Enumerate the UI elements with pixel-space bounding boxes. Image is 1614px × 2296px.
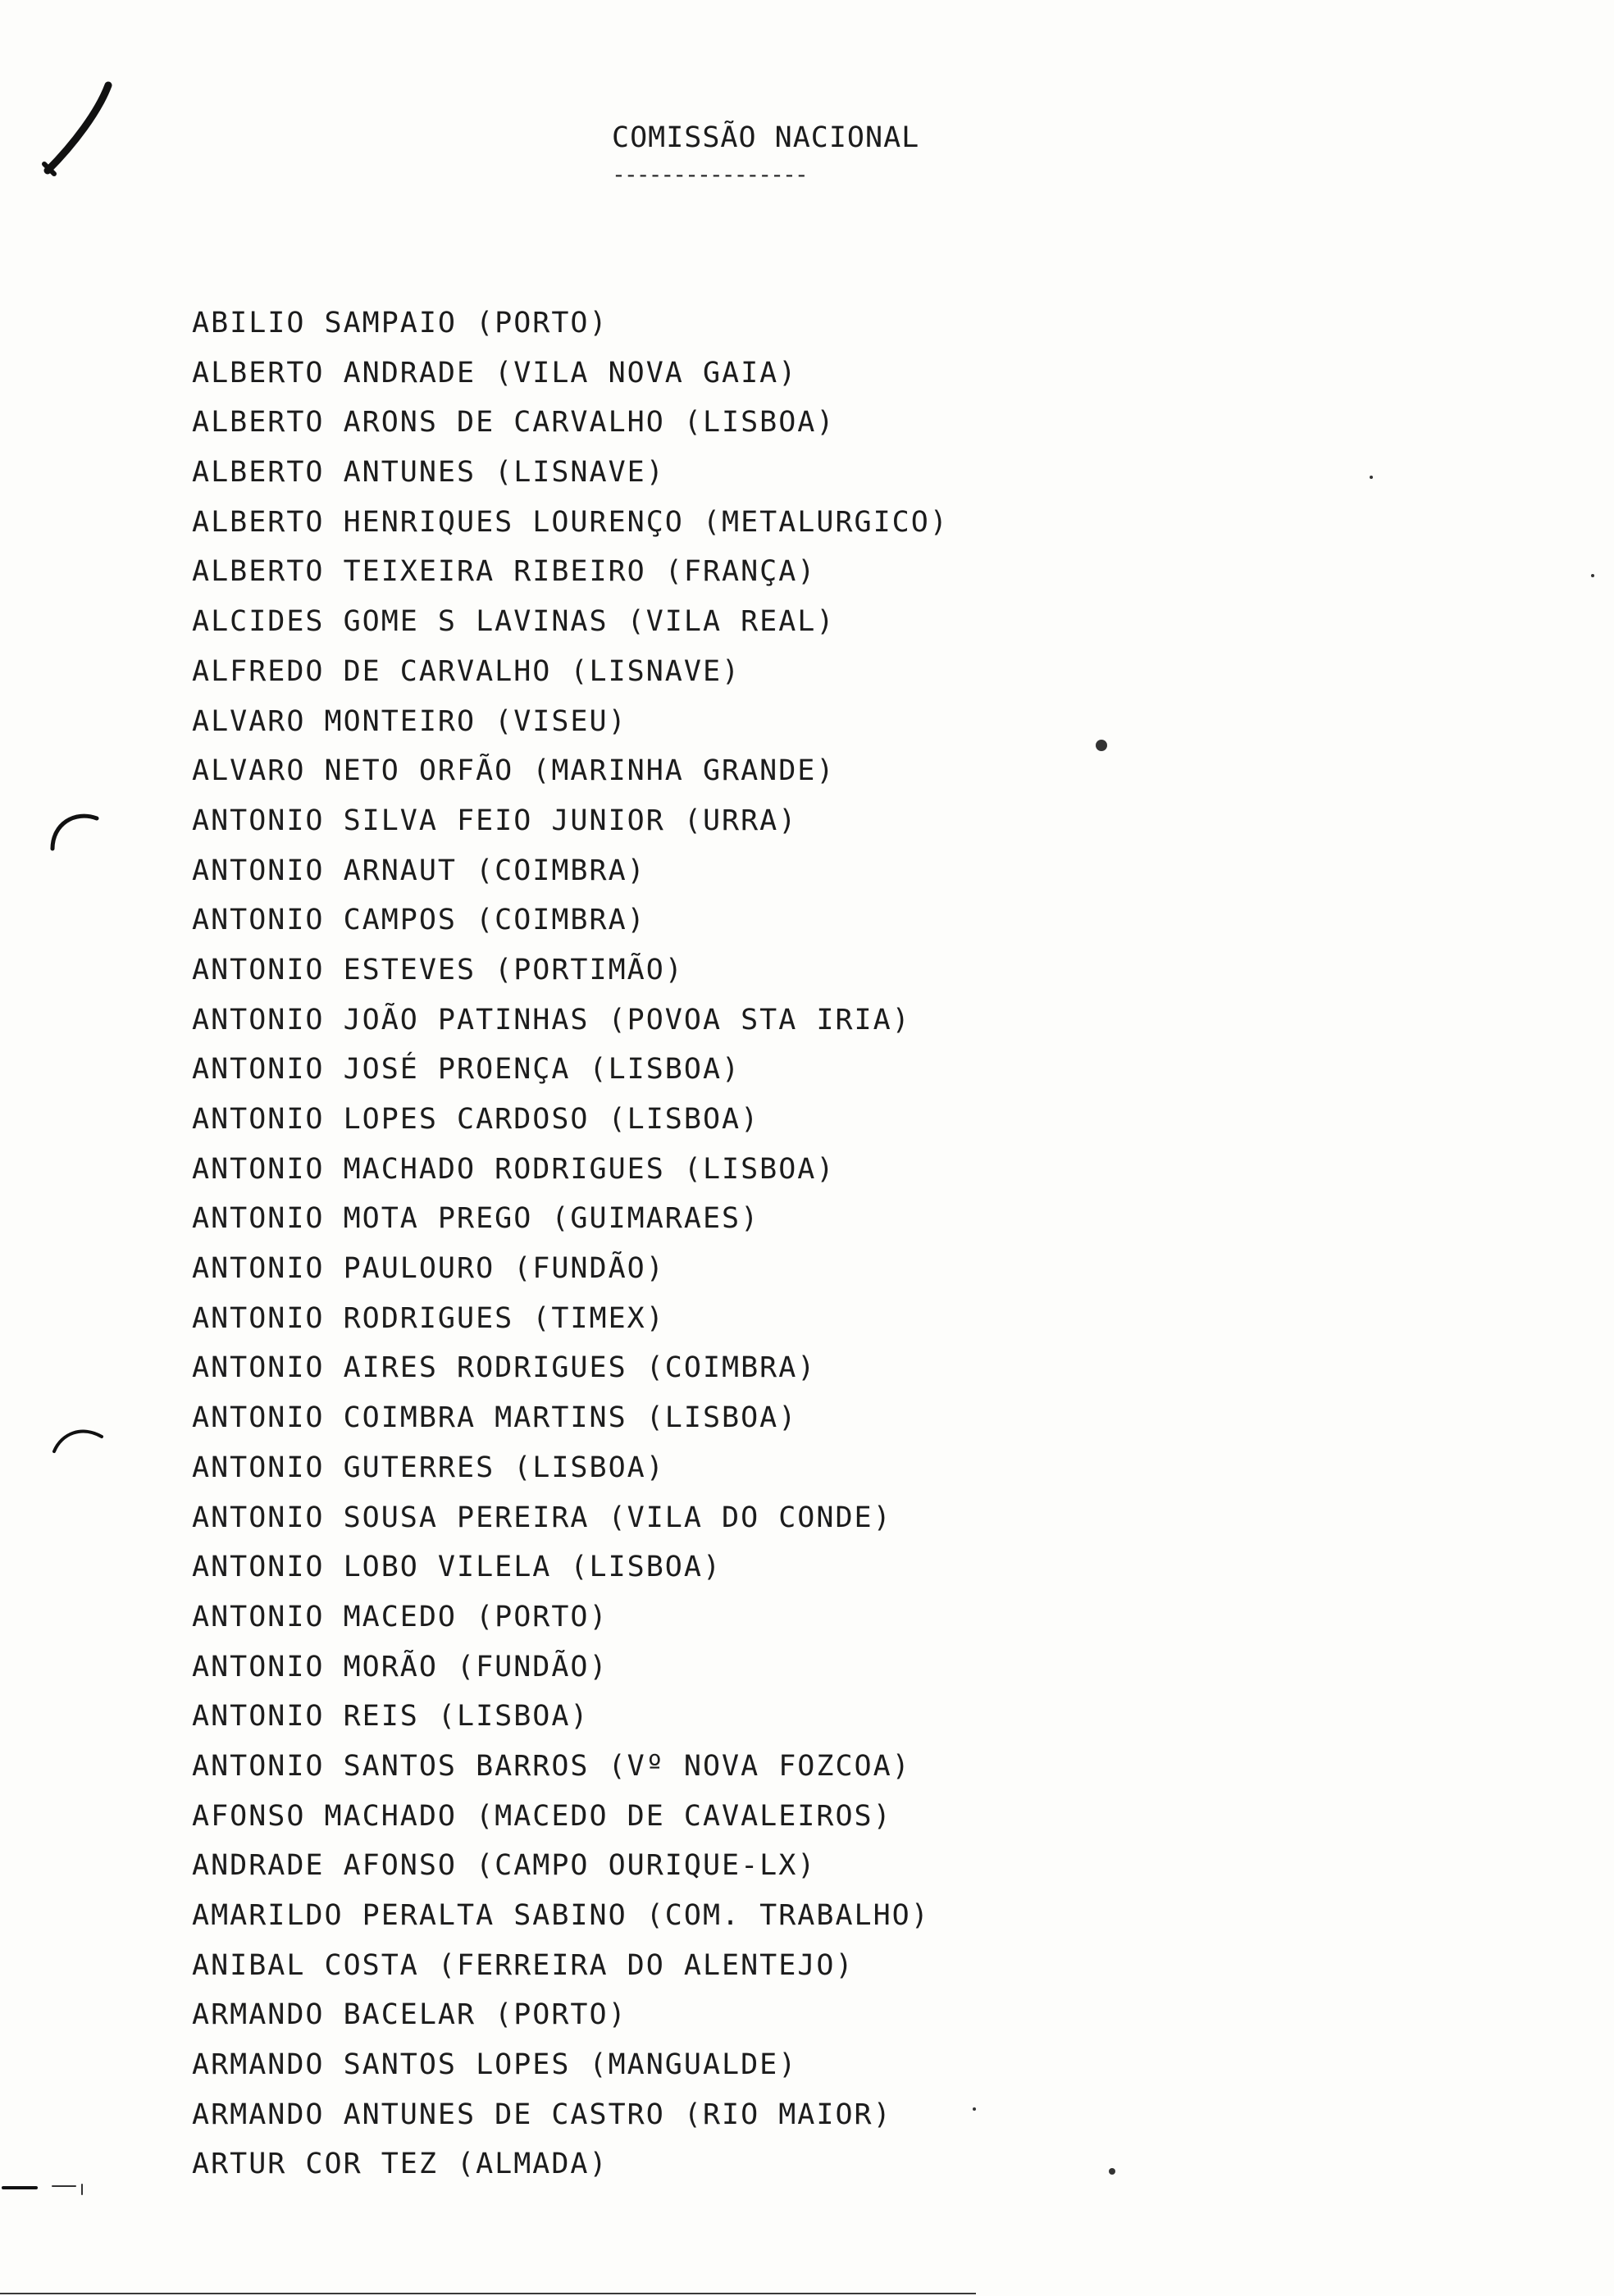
list-item: ALCIDES GOME S LAVINAS (VILA REAL) (192, 605, 836, 639)
list-item: ALBERTO TEIXEIRA RIBEIRO (FRANÇA) (192, 555, 817, 589)
list-item: ANTONIO JOÃO PATINHAS (POVOA STA IRIA) (192, 1003, 911, 1036)
list-item: ABILIO SAMPAIO (PORTO) (192, 307, 609, 339)
list-item: ALBERTO HENRIQUES LOURENÇO (METALURGICO) (192, 505, 949, 539)
list-item: ANTONIO LOBO VILELA (LISBOA) (192, 1551, 723, 1584)
list-item: ALFREDO DE CARVALHO (LISNAVE) (192, 654, 741, 688)
margin-scribble (0, 2176, 98, 2201)
list-item: ANTONIO RODRIGUES (TIMEX) (192, 1301, 665, 1335)
list-item: ANTONIO JOSÉ PROENÇA (LISBOA) (192, 1053, 741, 1086)
list-item: ALVARO MONTEIRO (VISEU) (192, 704, 627, 738)
list-item: AMARILDO PERALTA SABINO (COM. TRABALHO) (192, 1899, 930, 1932)
ink-speck (1109, 2168, 1115, 2175)
list-item: ANTONIO SANTOS BARROS (Vº NOVA FOZCOA) (192, 1749, 911, 1783)
list-item: ANTONIO SOUSA PEREIRA (VILA DO CONDE) (192, 1501, 892, 1534)
list-item: ANDRADE AFONSO (CAMPO OURIQUE-LX) (192, 1849, 817, 1883)
bottom-edge-line (0, 2293, 976, 2294)
list-item: ALBERTO ANDRADE (VILA NOVA GAIA) (192, 356, 798, 390)
list-item: ANTONIO GUTERRES (LISBOA) (192, 1451, 665, 1484)
list-item: ANTONIO LOPES CARDOSO (LISBOA) (192, 1103, 760, 1136)
list-item: ARTUR COR TEZ (ALMADA) (192, 2148, 609, 2181)
list-item: ALBERTO ANTUNES (LISNAVE) (192, 456, 665, 490)
punch-hole-mark-bottom (49, 1419, 107, 1460)
list-item: ANTONIO MACHADO RODRIGUES (LISBOA) (192, 1152, 836, 1186)
list-item: ANTONIO COIMBRA MARTINS (LISBOA) (192, 1401, 798, 1435)
list-item: ALVARO NETO ORFÃO (MARINHA GRANDE) (192, 754, 836, 788)
ink-speck (1591, 574, 1594, 577)
list-item: ANTONIO CAMPOS (COIMBRA) (192, 904, 646, 937)
ink-speck (1370, 476, 1373, 479)
list-item: ANTONIO SILVA FEIO JUNIOR (URRA) (192, 804, 798, 837)
list-item: ANTONIO ESTEVES (PORTIMÃO) (192, 953, 684, 986)
ink-speck (973, 2107, 976, 2111)
handwritten-slash-mark (33, 79, 131, 177)
list-item: ANTONIO AIRES RODRIGUES (COIMBRA) (192, 1351, 817, 1385)
list-item: ANTONIO MOTA PREGO (GUIMARAES) (192, 1202, 760, 1236)
list-item: ANTONIO MACEDO (PORTO) (192, 1600, 609, 1633)
list-item: ANTONIO PAULOURO (FUNDÃO) (192, 1252, 665, 1286)
document-title: COMISSÃO NACIONAL (612, 121, 920, 154)
list-item: ANTONIO ARNAUT (COIMBRA) (192, 854, 646, 887)
punch-hole-mark-top (46, 804, 103, 853)
list-item: ANIBAL COSTA (FERREIRA DO ALENTEJO) (192, 1948, 855, 1982)
member-list (192, 305, 1422, 2196)
list-item: ANTONIO MORÃO (FUNDÃO) (192, 1650, 609, 1683)
list-item: ARMANDO BACELAR (PORTO) (192, 1998, 627, 2032)
title-underline: ---------------- (612, 161, 807, 188)
list-item: ARMANDO SANTOS LOPES (MANGUALDE) (192, 2048, 798, 2082)
list-item: ANTONIO REIS (LISBOA) (192, 1700, 590, 1733)
list-item: ALBERTO ARONS DE CARVALHO (LISBOA) (192, 406, 836, 440)
list-item: ARMANDO ANTUNES DE CASTRO (RIO MAIOR) (192, 2098, 892, 2131)
list-item: AFONSO MACHADO (MACEDO DE CAVALEIROS) (192, 1799, 892, 1833)
ink-speck (1096, 740, 1107, 751)
